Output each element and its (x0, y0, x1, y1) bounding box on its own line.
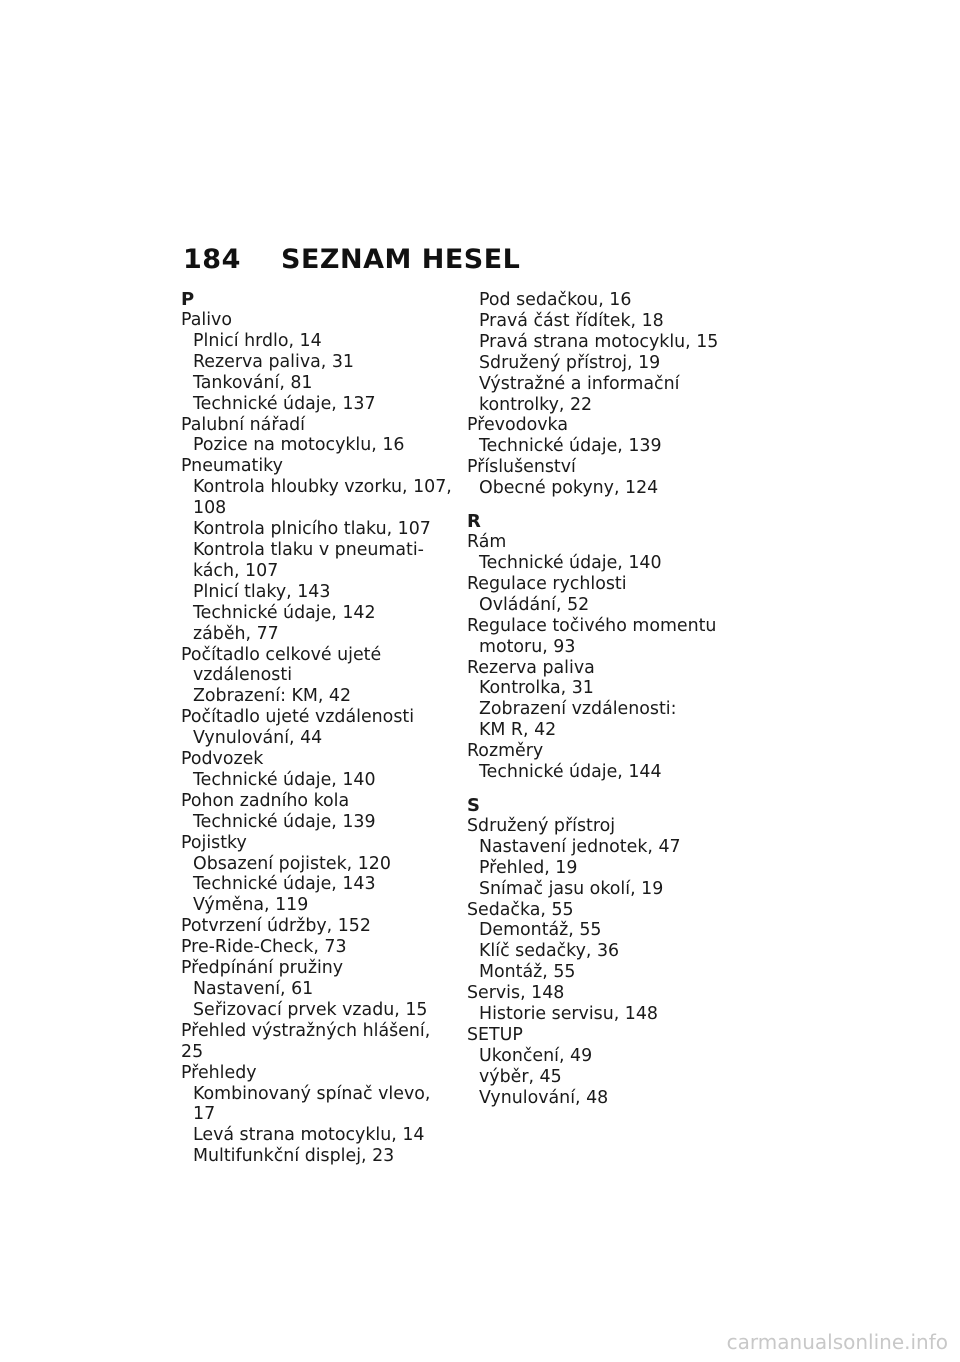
index-letter-heading: R (467, 511, 481, 533)
index-subentry: Technické údaje, 140 (193, 769, 376, 790)
index-letter-heading: S (467, 794, 480, 816)
index-entry: Přehledy (181, 1062, 257, 1083)
index-entry: Předpínání pružiny (181, 958, 344, 979)
index-subentry: Technické údaje, 144 (479, 762, 662, 783)
index-entry: Rozměry (467, 741, 544, 762)
index-subentry: Tankování, 81 (193, 372, 313, 393)
index-subentry: Plnicí hrdlo, 14 (193, 330, 322, 351)
index-subentry: Pod sedačkou, 16 (479, 290, 632, 310)
index-entry: Regulace točivého momentu (467, 615, 717, 636)
index-entry: Počítadlo ujeté vzdálenosti (181, 707, 415, 728)
index-entry: Servis, 148 (467, 983, 565, 1004)
index-column-left (181, 290, 453, 1167)
index-subentry: 108 (193, 498, 227, 519)
index-subentry: Ukončení, 49 (479, 1045, 593, 1066)
index-subentry: Kontrola plnicího tlaku, 107 (193, 519, 431, 540)
index-subentry: Vynulování, 44 (193, 728, 323, 749)
index-entry: Sdružený přístroj (467, 815, 616, 836)
index-subentry: Demontáž, 55 (479, 920, 602, 941)
index-entry: Pre-Ride-Check, 73 (181, 937, 347, 958)
index-entry: Palubní nářadí (181, 414, 305, 435)
index-subentry: Pozice na motocyklu, 16 (193, 435, 405, 456)
index-subentry: Technické údaje, 143 (193, 874, 376, 895)
index-subentry: Obecné pokyny, 124 (479, 478, 659, 499)
index-subentry: Sdružený přístroj, 19 (479, 352, 661, 373)
page-header (183, 244, 520, 275)
index-entry: Příslušenství (467, 457, 576, 478)
index-subentry: kontrolky, 22 (479, 394, 593, 415)
index-subentry: Pravá část řídítek, 18 (479, 310, 664, 331)
index-entry: Sedačka, 55 (467, 899, 574, 920)
index-subentry: Zobrazení vzdálenosti: (479, 699, 677, 720)
page-number: 184 (183, 244, 241, 275)
index-subentry: Ovládání, 52 (479, 594, 590, 615)
index-letter-heading: P (181, 289, 195, 310)
index-column-right (467, 290, 757, 1109)
index-subentry: Výstražné a informační (479, 373, 680, 394)
index-entry: SETUP (467, 1025, 523, 1045)
index-subentry: Pravá strana motocyklu, 15 (479, 331, 719, 352)
index-subentry: Obsazení pojistek, 120 (193, 853, 391, 874)
index-subentry: výběr, 45 (479, 1066, 562, 1087)
index-subentry: Klíč sedačky, 36 (479, 941, 620, 962)
index-subentry: Rezerva paliva, 31 (193, 351, 354, 372)
index-subentry: Kombinovaný spínač vlevo, 17 (193, 1083, 431, 1125)
index-subentry: Technické údaje, 142 (193, 602, 376, 623)
index-subentry: motoru, 93 (479, 636, 576, 657)
index-subentry: Multifunkční displej, 23 (193, 1146, 395, 1167)
index-subentry: Montáž, 55 (479, 962, 576, 983)
index-entry: Regulace rychlosti (467, 573, 627, 594)
index-entry: Pohon zadního kola (181, 790, 350, 811)
index-subentry: Zobrazení: KM, 42 (193, 686, 352, 707)
index-subentry: KM R, 42 (479, 720, 557, 741)
index-subentry: Technické údaje, 139 (479, 436, 662, 457)
watermark: carmanualsonline.info (726, 1330, 948, 1354)
index-entry: Pneumatiky (181, 456, 283, 477)
index-subentry: Technické údaje, 140 (479, 552, 662, 573)
index-subentry: Technické údaje, 137 (193, 393, 376, 414)
index-subentry: Plnicí tlaky, 143 (193, 581, 331, 602)
index-entry: Přehled výstražných hlášení, 25 (181, 1020, 431, 1062)
index-subentry: vzdálenosti (193, 665, 293, 686)
index-subentry: Levá strana motocyklu, 14 (193, 1125, 425, 1146)
index-entry: Palivo (181, 310, 232, 330)
index-subentry: kách, 107 (193, 560, 279, 581)
index-entry: Podvozek (181, 749, 264, 770)
index-entry: Potvrzení údržby, 152 (181, 916, 371, 937)
page-title: SEZNAM HESEL (281, 244, 521, 275)
section-gap (467, 499, 757, 512)
index-subentry: Nastavení, 61 (193, 979, 314, 999)
index-subentry: Kontrola tlaku v pneumati- (193, 539, 424, 560)
index-subentry: Přehled, 19 (479, 857, 578, 878)
index-entry: Počítadlo celkové ujeté (181, 644, 382, 665)
section-gap (467, 783, 757, 796)
index-subentry: Snímač jasu okolí, 19 (479, 878, 664, 899)
index-subentry: Historie servisu, 148 (479, 1004, 659, 1025)
index-entry: Převodovka (467, 415, 568, 436)
index-subentry: Nastavení jednotek, 47 (479, 836, 681, 857)
index-subentry: Vynulování, 48 (479, 1087, 609, 1108)
index-subentry: Technické údaje, 139 (193, 811, 376, 832)
index-entry: Pojistky (181, 832, 247, 853)
index-entry: Rezerva paliva (467, 657, 595, 678)
index-subentry: záběh, 77 (193, 623, 279, 644)
index-subentry: Kontrola hloubky vzorku, 107, (193, 477, 452, 498)
index-subentry: Výměna, 119 (193, 895, 309, 916)
index-subentry: Kontrolka, 31 (479, 678, 594, 699)
index-subentry: Seřizovací prvek vzadu, 15 (193, 999, 428, 1020)
index-entry: Rám (467, 532, 507, 553)
